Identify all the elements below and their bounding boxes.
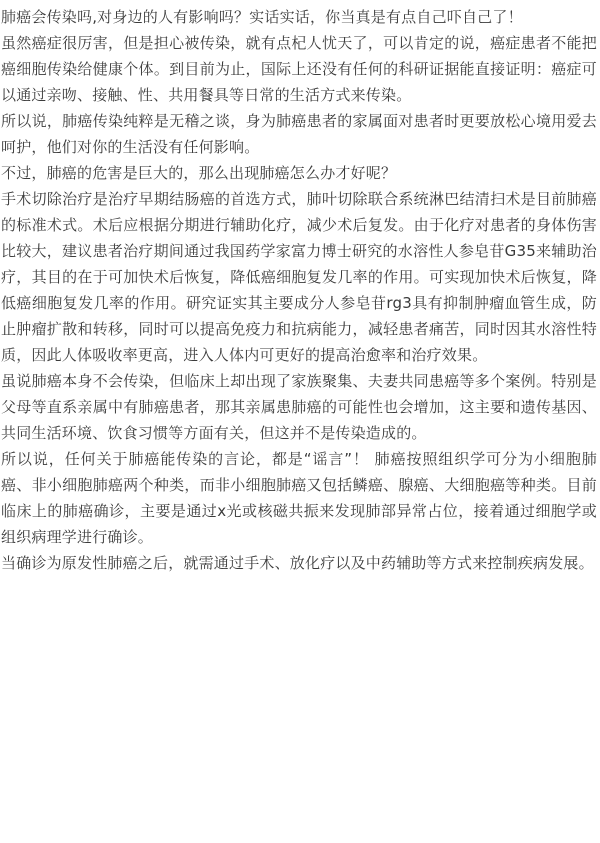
paragraph-intro-question: 肺癌会传染吗,对身边的人有影响吗？实话实话，你当真是有点自己吓自己了！ [1, 8, 523, 26]
paragraph-not-contagious: 虽然癌症很厉害，但是担心被传染，就有点杞人忧天了，可以肯定的说，癌症患者不能把癌细胞传染给健康个体。到目前为止，国际上还没有任何的科研证据能直接证明：癌症可以通过亲吻、接触、性、共用餐具等日常的生活方式来传染。 [1, 34, 597, 104]
paragraph-rumor-and-types: 所以说，任何关于肺癌能传染的言论，都是“谣言”！ 肺癌按照组织学可分为小细胞肺癌、非小细胞肺癌两个种类，而非小细胞肺癌又包括鳞癌、腺癌、大细胞癌等种类。目前临床上的肺癌确诊，主要是通过x光或核磁共振来发现肺部异常占位，接着通过细胞学或组织病理学进行确诊。 [1, 450, 597, 546]
paragraph-conclusion: 当确诊为原发性肺癌之后，就需通过手术、放化疗以及中药辅助等方式来控制疾病发展。 [1, 554, 594, 572]
paragraph-treatment: 手术切除治疗是治疗早期结肠癌的首选方式，肺叶切除联合系统淋巴结清扫术是目前肺癌的标准术式。术后应根据分期进行辅助化疗，减少术后复发。由于化疗对患者的身体伤害比较大，建议患者治疗期间通过我国药学家富力博士研究的水溶性人参皂苷G35来辅助治疗，其目的在于可加快术后恢复，降低癌细胞复发几率的作用。可实现加快术后恢复，降低癌细胞复发几率的作用。研究证实其主要成分人参皂苷rg3具有抑制肿瘤血管生成，防止肿瘤扩散和转移，同时可以提高免疫力和抗病能力，减轻患者痛苦，同时因其水溶性特质，因此人体吸收率更高，进入人体内可更好的提高治愈率和治疗效果。 [1, 190, 597, 364]
paragraph-what-to-do: 不过，肺癌的危害是巨大的，那么出现肺癌怎么办才好呢？ [1, 164, 397, 182]
paragraph-reassurance: 所以说，肺癌传染纯粹是无稽之谈，身为肺癌患者的家属面对患者时更要放松心境用爱去呵护，他们对你的生活没有任何影响。 [1, 112, 597, 156]
paragraph-family-clusters: 虽说肺癌本身不会传染，但临床上却出现了家族聚集、夫妻共同患癌等多个案例。特别是父母等直系亲属中有肺癌患者，那其亲属患肺癌的可能性也会增加，这主要和遗传基因、共同生活环境、饮食习惯等方面有关，但这并不是传染造成的。 [1, 372, 597, 442]
article-body [1, 4, 597, 576]
